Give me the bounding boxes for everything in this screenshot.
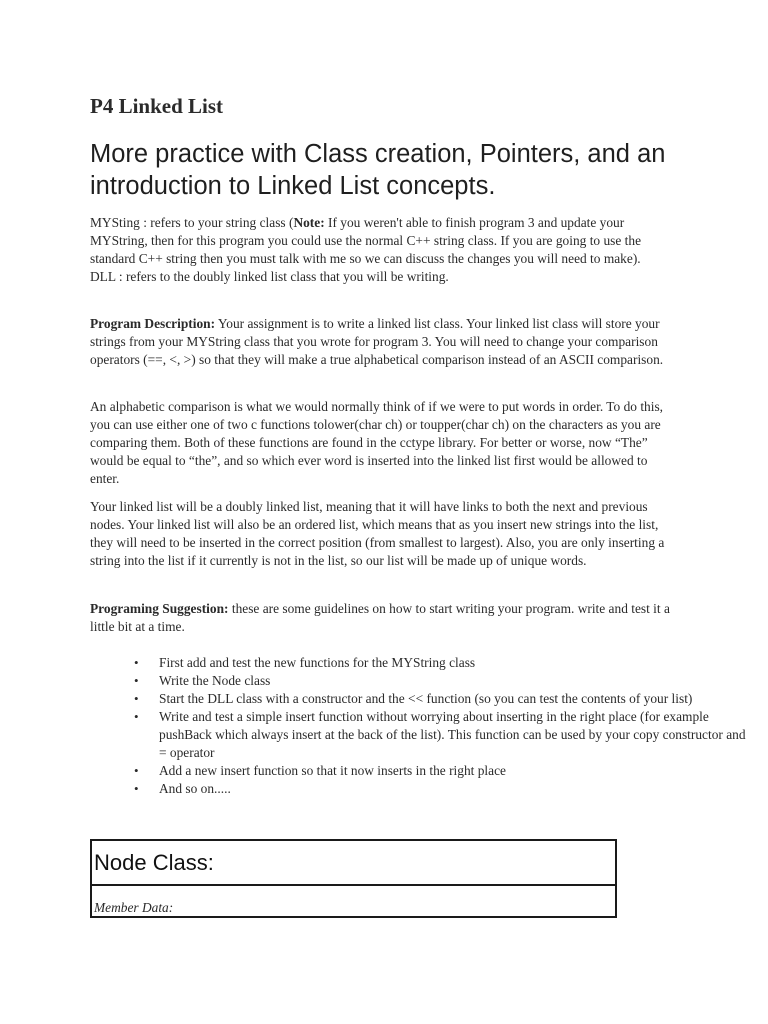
intro-text-b: If you weren't able to finish program 3 and update your MYString, then for this program you could use the normal C++ string class. If you are going to use the standard C++ string then you must talk with me so we can discuss the changes you will need to make).	[90, 215, 642, 266]
list-item: • First add and test the new functions for the MYString class	[159, 654, 749, 672]
node-class-table	[90, 839, 617, 918]
list-item: • And so on.....	[159, 780, 749, 798]
list-item: • Start the DLL class with a constructor and the << function (so you can test the contents of your list)	[159, 690, 749, 708]
programming-suggestion-label: Programing Suggestion:	[90, 601, 229, 616]
node-class-heading: Node Class:	[91, 840, 616, 885]
alphabetic-comparison-paragraph: An alphabetic comparison is what we would normally think of if we were to put words in order. To do this, you can use either one of two c functions tolower(char ch) or toupper(char ch) on the characters as you are comparing them. Both of these functions are found in the cctype library. For better or worse, now “The” would be equal to “the”, and so which ever word is inserted into the linked list first would be allowed to enter.	[90, 399, 664, 486]
note-label: Note:	[293, 215, 325, 230]
program-description-label: Program Description:	[90, 316, 216, 331]
list-item: • Write the Node class	[159, 672, 749, 690]
intro-text-a: MYSting : refers to your string class (	[90, 215, 294, 230]
member-data-label: Member Data:	[91, 885, 616, 917]
document-title: P4 Linked List	[90, 94, 224, 118]
doubly-linked-list-paragraph: Your linked list will be a doubly linked list, meaning that it will have links to both the next and previous nodes. Your linked list will also be an ordered list, which means that as you insert new strings into the list, they will need to be inserted in the correct position (from smallest to largest). Also, you are only inserting a string into the list if it currently is not in the list, so our list will be made up of unique words.	[90, 499, 665, 568]
program-description-text: Your assignment is to write a linked list class. Your linked list class will store your strings from your MYString class that you wrote for program 3. You will need to change your comparison operators (==, <, >) so that they will make a true alphabetical comparison instead of an ASCII comparison.	[90, 316, 664, 367]
intro-paragraph	[90, 214, 680, 286]
programming-suggestion-text: these are some guidelines on how to start writing your program. write and test it a little bit at a time.	[90, 601, 670, 634]
list-item: • Write and test a simple insert function without worrying about inserting in the right place (for example pushBack which always insert at the back of the list). This function can be used by your copy constructor and = operator	[159, 708, 749, 762]
steps-list	[90, 654, 749, 798]
program-description-paragraph	[90, 315, 680, 369]
document-subtitle: More practice with Class creation, Pointers, and an introduction to Linked List concepts.	[90, 140, 666, 200]
dll-definition: DLL : refers to the doubly linked list class that you will be writing.	[90, 269, 449, 284]
list-item: • Add a new insert function so that it now inserts in the right place	[159, 762, 749, 780]
programming-suggestion-paragraph	[90, 600, 680, 636]
